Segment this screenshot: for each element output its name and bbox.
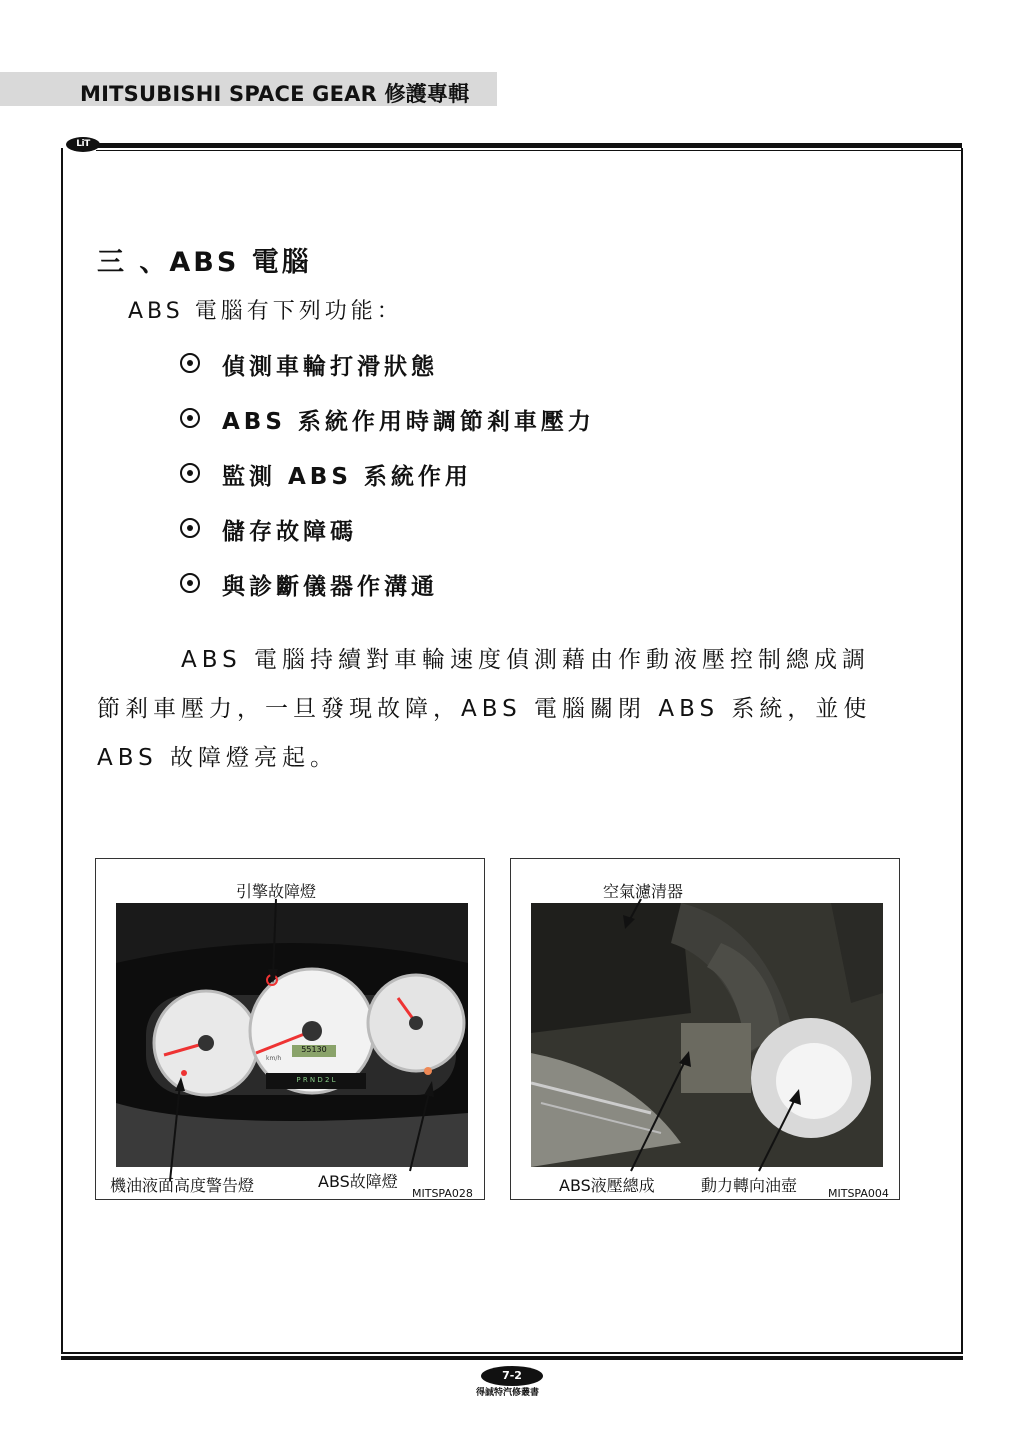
figure-code: MITSPA004 xyxy=(828,1187,889,1200)
figure-label-air-filter: 空氣濾清器 xyxy=(603,882,684,901)
function-text: 偵測車輪打滑狀態 xyxy=(222,354,438,380)
circle-dot-icon xyxy=(180,573,200,593)
paragraph-line: 節剎車壓力，一旦發現故障，ABS 電腦關閉 ABS 系統，並使 xyxy=(97,696,872,722)
function-text: 儲存故障碼 xyxy=(222,519,357,545)
function-item xyxy=(180,458,595,513)
circle-dot-icon xyxy=(180,518,200,538)
top-rule-thin xyxy=(96,150,962,151)
footer-publisher: 得誠特汽修叢書 xyxy=(476,1388,540,1398)
figure-label-engine-warning: 引擎故障燈 xyxy=(236,882,317,901)
paragraph-line: ABS 電腦持續對車輪速度偵測藉由作動液壓控制總成調 xyxy=(181,647,871,673)
circle-dot-icon xyxy=(180,408,200,428)
paragraph-line: ABS 故障燈亮起。 xyxy=(97,745,339,771)
function-text: 與診斷儀器作溝通 xyxy=(222,574,438,600)
section-intro: ABS 電腦有下列功能： xyxy=(128,299,403,324)
gear-indicator: P R N D 2 L xyxy=(296,1076,336,1084)
figure-label-abs-warning: ABS故障燈 xyxy=(318,1172,398,1191)
page-number: 7-2 xyxy=(481,1366,543,1386)
page-header-title: MITSUBISHI SPACE GEAR 修護專輯 xyxy=(80,82,470,106)
frame-left-border xyxy=(61,148,63,1353)
function-item xyxy=(180,513,595,568)
circle-dot-icon xyxy=(180,353,200,373)
function-text: 監測 ABS 系統作用 xyxy=(222,464,472,490)
function-item xyxy=(180,348,595,403)
figure-label-oil-warning: 機油液面高度警告燈 xyxy=(110,1176,255,1195)
figure-code: MITSPA028 xyxy=(412,1187,473,1200)
callout-arrows xyxy=(511,859,901,1201)
callout-arrows xyxy=(96,859,486,1201)
publisher-logo: LiT xyxy=(66,137,100,152)
bottom-rule xyxy=(61,1356,963,1360)
figure-label-abs-hydraulic-unit: ABS液壓總成 xyxy=(559,1176,655,1195)
circle-dot-icon xyxy=(180,463,200,483)
figure-label-power-steering-reservoir: 動力轉向油壺 xyxy=(701,1176,798,1195)
figure-instrument-cluster xyxy=(95,858,485,1200)
odometer-readout: 55130 xyxy=(301,1045,327,1054)
speed-unit: km/h xyxy=(266,1055,282,1062)
section-heading: 三 、ABS 電腦 xyxy=(97,247,312,278)
bottom-rule-thin xyxy=(61,1352,963,1354)
frame-right-border xyxy=(961,148,963,1353)
function-text: ABS 系統作用時調節剎車壓力 xyxy=(222,409,595,435)
function-item xyxy=(180,568,595,623)
figure-engine-bay xyxy=(510,858,900,1200)
function-list xyxy=(180,348,595,623)
top-rule xyxy=(96,143,962,148)
function-item xyxy=(180,403,595,458)
body-paragraph xyxy=(97,636,897,783)
